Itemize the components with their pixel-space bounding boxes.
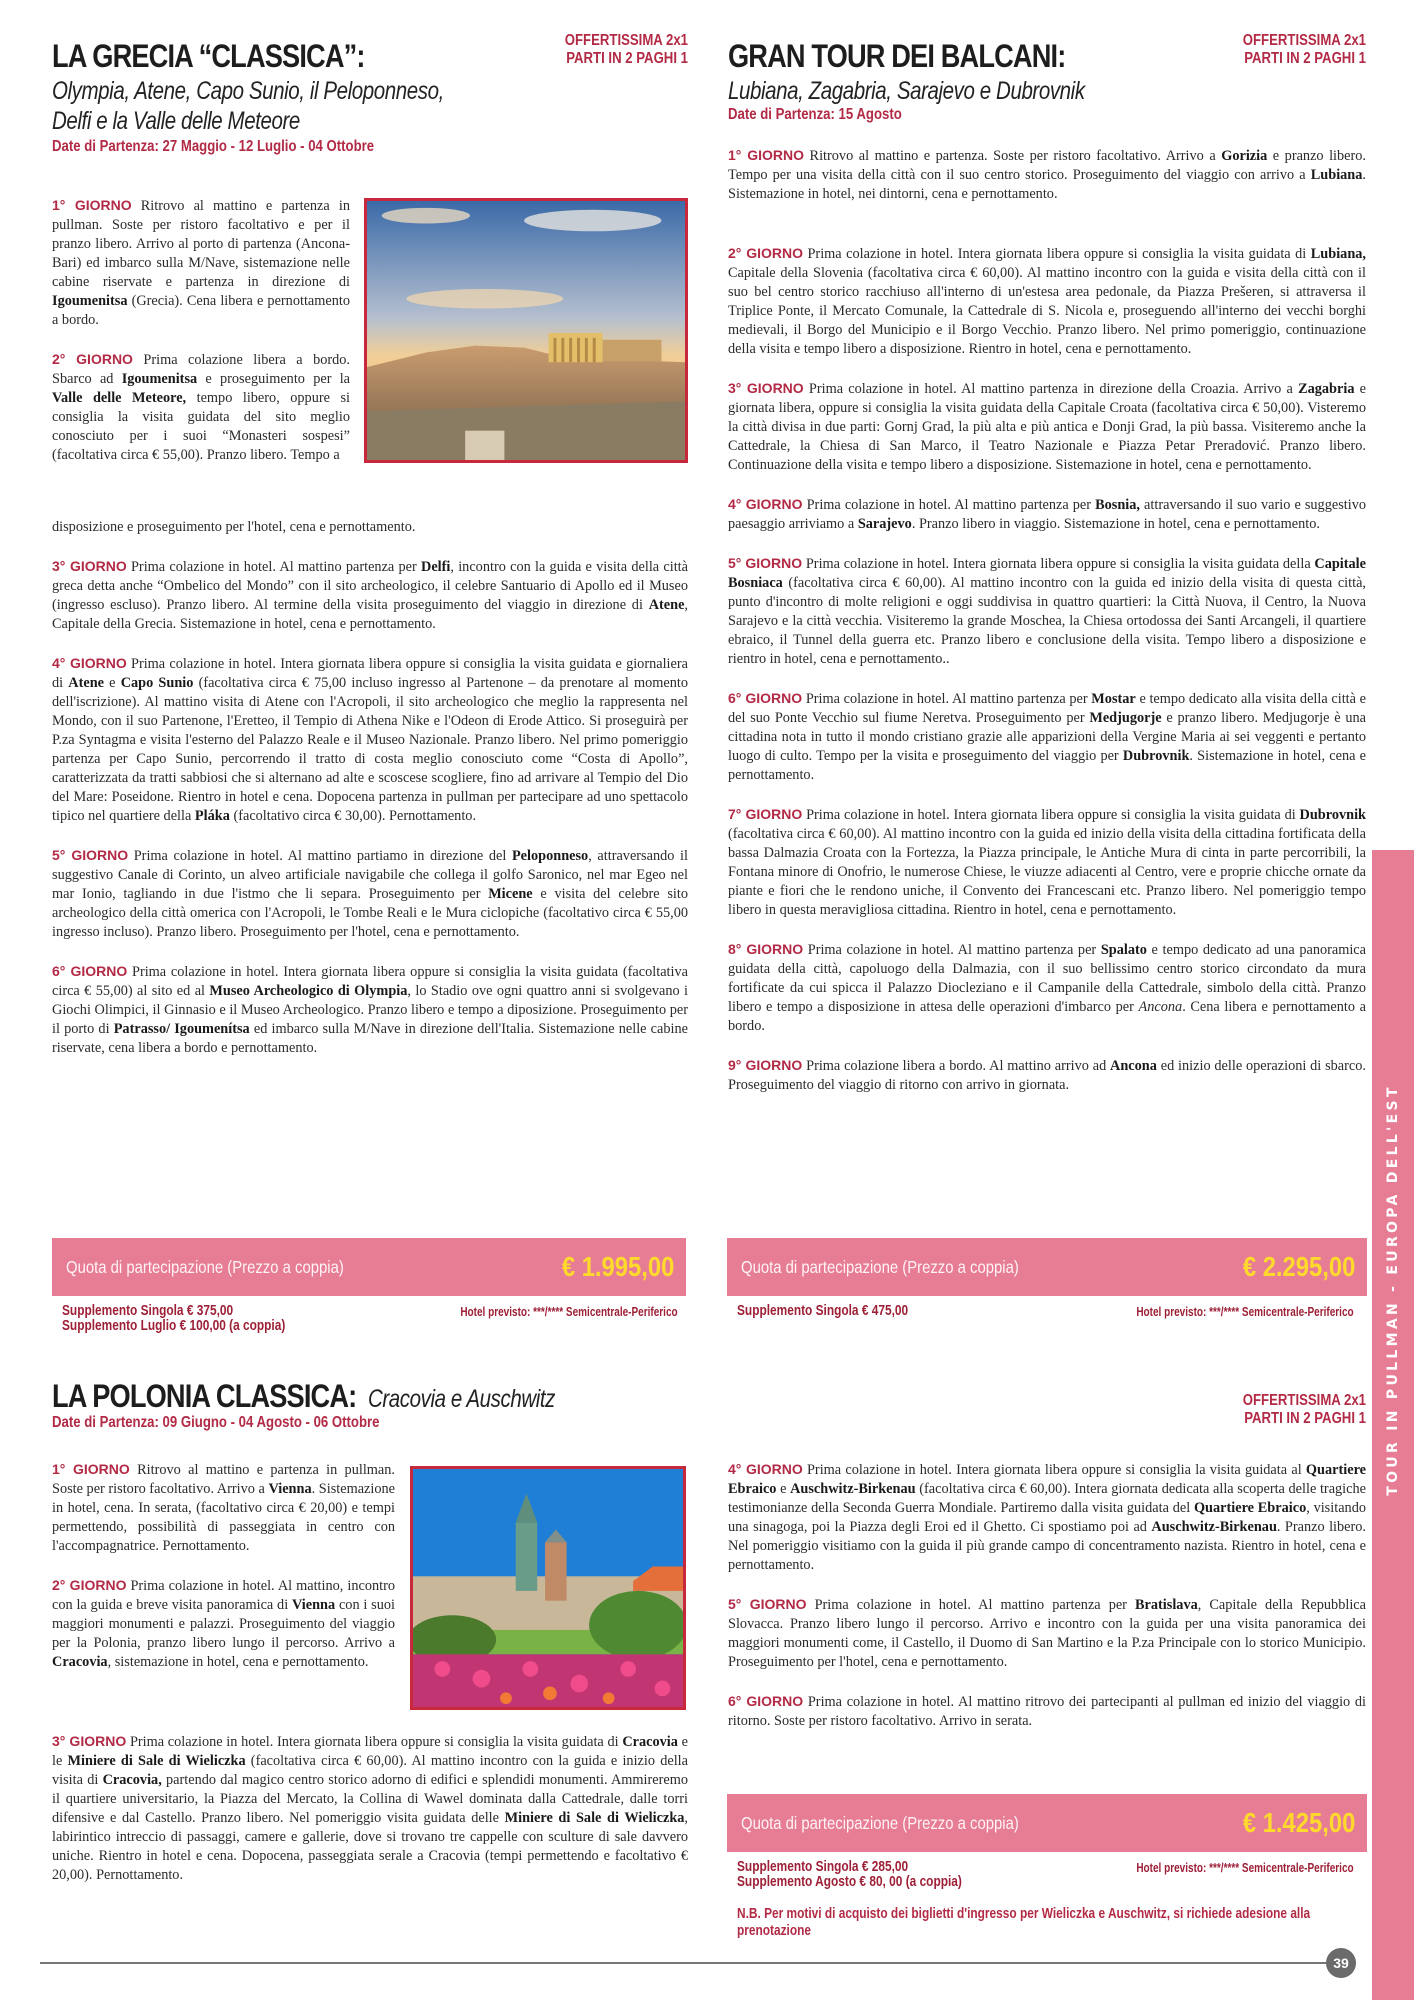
- itinerary-day: [728, 1692, 1366, 1731]
- day-label: 4° GIORNO: [728, 1461, 803, 1477]
- tour-title-text: LA GRECIA “CLASSICA”:: [52, 38, 365, 74]
- itinerary-day: [52, 1576, 395, 1672]
- greece-days-wide: [52, 518, 688, 1078]
- day-text: Prima colazione in hotel. Intera giornata libera oppure si consiglia la visita guidata e giornaliera di Atene e Capo Sunio (facoltativa circa € 75,00 incluso ingresso al Partenone – da prenotare al momento dell'iscrizione). Al mattino visita di Atene con l'Acropoli, il sito archeologico che meglio la rappresenta nel Mondo, con il suo Partenone, l'Eretteo, il Tempio di Athena Nike e l'Odeon di Erode Attico. Si proseguirà per P.za Syntagma e visita l'esterno del Palazzo Reale e il Museo Nazionale. Pranzo libero. Nel primo pomeriggio partenza per Capo Sunio, percorrendo il tratto di costa meglio conosciuto come “Costa di Apollo”, caratterizzata da tratti sabbiosi che si alternano ad alte e scoscese scogliere, fino ad arrivare al Tempio del Dio del Mare: Poseidone. Rientro in hotel e cena. Dopocena partenza in pullman per partecipare ad uno spettacolo tipico nel quartiere della Pláka (facoltativo circa € 30,00). Pernottamento.: [52, 656, 688, 824]
- departure-dates: Date di Partenza: 27 Maggio - 12 Luglio - 04 Ottobre: [52, 138, 375, 155]
- tour-title: [52, 1378, 952, 1414]
- price-label: Quota di partecipazione (Prezzo a coppia): [66, 1256, 344, 1277]
- itinerary-day: [52, 846, 688, 942]
- day-label: 2° GIORNO: [52, 1577, 127, 1593]
- day-text: Prima colazione libera a bordo. Al mattino arrivo ad Ancona ed inizio delle operazioni di sbarco. Proseguimento del viaggio di ritorno con arrivo in giornata.: [728, 1058, 1366, 1093]
- day-label: 5° GIORNO: [52, 847, 129, 863]
- day-text: Prima colazione in hotel. Al mattino partenza in direzione della Croazia. Arrivo a Zagabria e giornata libera, oppure si consiglia la visita guidata della Capitale Croata (facoltativa circa € 50,00). Visteremo la città divisa in due parti: Gornj Grad, la più alta e più antica e Donji Grad, la più bassa. Visiteremo anche la Cattedrale, la Chiesa di San Marco, il Teatro Nazionale e Piazza Petar Preradović. Pranzo libero. Continuazione della visita e tempo libero a disposizione. Sistemazione in hotel, cena e pernottamento.: [728, 381, 1367, 473]
- day-text: Prima colazione in hotel. Al mattino partiamo in direzione del Peloponneso, attraversando il suggestivo Canale di Corinto, un alveo artificiale navigabile che collega il golfo Saronico, nel mar Egeo nel mar Ionio, tagliando in due l'istmo che li separa. Proseguimento per Micene e visita del celebre sito archeologico della città omerica con l'Acropoli, le Tombe Reali e le Mura ciclopiche (facoltativo circa € 55,00 ingresso incluso). Pranzo libero. Proseguimento per l'hotel, cena e pernottamento.: [52, 848, 689, 940]
- day-text: Prima colazione in hotel. Al mattino partenza per Spalato e tempo dedicato ad una panoramica guidata della città, capoluogo della Dalmazia, con il suo bellissimo centro storico circondato da mura fortificate da cui spicca il Palazzo Diocleziano e il Campanile della Cattedrale, simbolo della città. Pranzo libero e tempo a disposizione in attesa delle operazioni d'imbarco per Ancona. Cena libera e pernottamento a bordo.: [728, 942, 1367, 1034]
- greece-days-narrow: [52, 196, 350, 465]
- day-label: 5° GIORNO: [728, 555, 803, 571]
- offer-line-2: PARTI IN 2 PAGHI 1: [566, 50, 688, 67]
- price-bar: [727, 1238, 1367, 1296]
- price-bar: [727, 1794, 1367, 1852]
- poland-days-right: [728, 1460, 1366, 1751]
- departure-dates: Date di Partenza: 15 Agosto: [728, 106, 902, 123]
- itinerary-day: [52, 962, 688, 1058]
- offer-line-2: PARTI IN 2 PAGHI 1: [1244, 50, 1366, 67]
- offer-badge: [565, 32, 688, 68]
- day-label: 7° GIORNO: [728, 806, 803, 822]
- itinerary-day: [728, 146, 1366, 204]
- supplements: [737, 1304, 908, 1319]
- day-label: 2° GIORNO: [52, 351, 133, 367]
- hotel-info: Hotel previsto: ***/**** Semicentrale-Periferico: [1136, 1305, 1354, 1319]
- itinerary-day: [728, 1460, 1366, 1575]
- day-text: Prima colazione in hotel. Intera giornata libera oppure si consiglia la visita guidata al Quartiere Ebraico e Auschwitz-Birkenau (facoltativa circa € 60,00). Intera giornata dedicata alla scoperta delle tragiche testimonianze della Seconda Guerra Mondiale. Partiremo dalla visita guidata del Quartiere Ebraico, visitando una sinagoga, poi la Piazza degli Eroi ed il Ghetto. Ci spostiamo poi ad Auschwitz-Birkenau. Pranzo libero. Nel pomeriggio visitiamo con la guida il più grande campo di concentramento nazista. Rientro in hotel, cena e pernottamento.: [728, 1462, 1366, 1573]
- itinerary-day: [728, 495, 1366, 534]
- day-label: 1° GIORNO: [728, 147, 804, 163]
- section-side-tab-label: TOUR IN PULLMAN - EUROPA DELL'EST: [1385, 1084, 1401, 1496]
- day-text: Ritrovo al mattino e partenza in pullman. Soste per ristoro facoltativo e per il pranzo libero. Arrivo al porto di partenza (Ancona-Bari) ed imbarco sulla M/Nave, sistemazione nelle cabine riservate e partenza in direzione di Igoumenitsa (Grecia). Cena libera e pernottamento a bordo.: [52, 198, 351, 328]
- offer-line-2: PARTI IN 2 PAGHI 1: [1244, 1410, 1366, 1427]
- supplements: [737, 1860, 962, 1890]
- tour-subtitle-2: Delfi e la Valle delle Meteore: [52, 107, 300, 135]
- price-bar: [52, 1238, 686, 1296]
- offer-line-1: OFFERTISSIMA 2x1: [1242, 32, 1366, 49]
- day-label: 8° GIORNO: [728, 941, 804, 957]
- day-text: Prima colazione libera a bordo. Sbarco ad Igoumenitsa e proseguimento per la Valle delle Meteore, tempo libero, oppure si consiglia la visita guidata del sito meglio conosciuto per i suoi “Monasteri sospesi” (facoltativa circa € 55,00). Pranzo libero. Tempo a: [52, 352, 351, 463]
- day-text: Prima colazione in hotel. Al mattino ritrovo dei partecipanti al pullman ed inizio del viaggio di ritorno. Soste per ristoro facoltativo. Arrivo in serata.: [728, 1694, 1367, 1729]
- itinerary-day: [52, 350, 350, 465]
- day-text: Prima colazione in hotel. Intera giornata libera oppure si consiglia la visita guidata della Capitale Bosniaca (facoltativa circa € 60,00). Al mattino incontro con la guida ed inizio della visita di questa città, punto d'incontro di molte religioni e oggi suddivisa in quattro quartieri: la Città Nuova, il Centro, la Nuova Sarajevo e la città vecchia. Visiteremo la grande Moschea, la Chiesa ortodossa dei Santi Arcangeli, il quartiere ebraico, il Tunnel della guerra etc. Pranzo libero e conclusione della visita. Tempo libero a disposizione e rientro in hotel, cena e pernottamento..: [728, 556, 1366, 667]
- day-text: Prima colazione in hotel. Al mattino partenza per Bosnia, attraversando il suo vario e suggestivo paesaggio arriviamo a Sarajevo. Pranzo libero in viaggio. Sistemazione in hotel, cena e pernottamento.: [728, 497, 1367, 532]
- offer-badge: [1243, 32, 1366, 68]
- itinerary-day: [728, 1056, 1366, 1095]
- day-text: Prima colazione in hotel. Al mattino, incontro con la guida e breve visita panoramica di Vienna con i suoi maggiori monumenti e palazzi. Proseguimento del viaggio per la Polonia, pranzo libero lungo il percorso. Arrivo a Cracovia, sistemazione in hotel, cena e pernottamento.: [52, 1578, 395, 1670]
- castle-image-icon: [413, 1469, 683, 1707]
- supplement-single: Supplemento Singola € 475,00: [737, 1303, 909, 1319]
- tour-subtitle: Cracovia e Auschwitz: [368, 1385, 556, 1413]
- supplements: [62, 1304, 285, 1334]
- wawel-castle-photo: [410, 1466, 686, 1710]
- supplement-july: Supplemento Luglio € 100,00 (a coppia): [62, 1318, 286, 1334]
- offer-badge: [1243, 1392, 1366, 1428]
- itinerary-day: [52, 1460, 395, 1556]
- tour-poland: [52, 1378, 952, 1432]
- price-value: € 2.295,00: [1242, 1251, 1355, 1282]
- itinerary-day: [52, 557, 688, 634]
- day-label: 1° GIORNO: [52, 197, 132, 213]
- hotel-info: Hotel previsto: ***/**** Semicentrale-Periferico: [1136, 1861, 1354, 1875]
- itinerary-day: [52, 1732, 688, 1885]
- itinerary-day-continued: [52, 518, 688, 537]
- acropolis-image-icon: [367, 201, 685, 460]
- price-value: € 1.425,00: [1242, 1807, 1355, 1838]
- day-label: 3° GIORNO: [52, 558, 127, 574]
- day-text: Prima colazione in hotel. Intera giornata libera oppure si consiglia la visita guidata di Cracovia e le Miniere di Sale di Wieliczka (facoltativa circa € 60,00). Al mattino incontro con la guida e inizio della visita di Cracovia, partendo dal magico centro storico adorno di edifici e splendidi monumenti. Ammireremo il quartiere universitario, la Piazza del Mercato, la Collina di Wawel dominata dalla Cattedrale, dalle torri difensive e dal Castello. Pranzo libero. Nel pomeriggio visita guidata delle Miniere di Sale di Wieliczka, labirintico intreccio di passaggi, camere e gallerie, dove si trovano tre cappelle con sculture di sale davvero uniche. Rientro in hotel e cena. Dopocena, passeggiata serale a Cracovia (tempi permettendo e facoltativo € 20,00). Pernottamento.: [52, 1734, 689, 1883]
- price-label: Quota di partecipazione (Prezzo a coppia): [741, 1812, 1019, 1833]
- day-text: Prima colazione in hotel. Al mattino partenza per Bratislava, Capitale della Repubblica Slovacca. Pranzo libero lungo il percorso. Arrivo e incontro con la guida per una visita panoramica dei maggiori monumenti come, il Castello, il Duomo di San Martino e la P.za Principale con lo storico Municipio. Proseguimento per l'hotel, cena e pernottamento.: [728, 1597, 1366, 1670]
- tour-title-text: LA POLONIA CLASSICA:: [52, 1378, 357, 1414]
- supplement-single: Supplemento Singola € 285,00: [737, 1859, 909, 1875]
- itinerary-day: [728, 244, 1366, 359]
- tour-title-text: GRAN TOUR DEI BALCANI:: [728, 38, 1066, 74]
- hotel-info: Hotel previsto: ***/**** Semicentrale-Periferico: [460, 1305, 678, 1319]
- supplement-august: Supplemento Agosto € 80, 00 (a coppia): [737, 1874, 962, 1890]
- day-label: 9° GIORNO: [728, 1057, 803, 1073]
- day-text: Ritrovo al mattino e partenza. Soste per ristoro facoltativo. Arrivo a Gorizia e pranzo libero. Tempo per una visita della città con il suo centro storico. Proseguimento del viaggio con arrivo a Lubiana. Sistemazione in hotel, nei dintorni, cena e pernottamento.: [728, 148, 1367, 202]
- day-text: Prima colazione in hotel. Intera giornata libera oppure si consiglia la visita guidata di Dubrovnik (facoltativa circa € 60,00). Al mattino incontro con la guida ed inizio della visita della cittadina fortificata della bassa Dalmazia Croata con la Fortezza, la Piazza principale, le Antiche Mura di cinta in parte percorribili, la Fontana minore di Onofrio, le numerose Chiese, le viuzze adiacenti al Centro, vere e proprie chicche ornate da piante e fiori che le rendono uniche, il Convento dei Francescani etc. Pranzo libero. Nel pomeriggio tempo libero in questa meravigliosa cittadina. Rientro in hotel, cena e pernottamento.: [728, 807, 1366, 918]
- itinerary-day: [728, 379, 1366, 475]
- day-text: disposizione e proseguimento per l'hotel, cena e pernottamento.: [52, 519, 416, 535]
- itinerary-day: [728, 805, 1366, 920]
- booking-note: N.B. Per motivi di acquisto dei biglietti d'ingresso per Wieliczka e Auschwitz, si richiede adesione alla prenotazione: [737, 1906, 1311, 1939]
- price-value: € 1.995,00: [561, 1251, 674, 1282]
- footer-divider: [40, 1962, 1330, 1964]
- tour-subtitle: Lubiana, Zagabria, Sarajevo e Dubrovnik: [728, 77, 1085, 105]
- price-label: Quota di partecipazione (Prezzo a coppia): [741, 1256, 1019, 1277]
- day-label: 6° GIORNO: [52, 963, 128, 979]
- day-text: Prima colazione in hotel. Intera giornata libera oppure si consiglia la visita guidata di Lubiana, Capitale della Slovenia (facoltativa circa € 60,00). Al mattino incontro con la guida e visita della città con il suo bel centro storico racchiuso all'interno di un'estesa area pedonale, da Piazza Prešeren, si attraversa il Triplice Ponte, il Mercato Comunale, la Cattedrale di S. Nicola e, proseguendo all'interno dei vecchi borghi medievali, il Borgo del Municipio e il Borgo Vecchio. Pranzo libero. Nel primo pomeriggio, continuazione della visita e tempo libero a disposizione. Rientro in hotel, cena e pernottamento.: [728, 246, 1366, 357]
- balkans-days: [728, 146, 1366, 1115]
- day-label: 2° GIORNO: [728, 245, 803, 261]
- itinerary-day: [728, 689, 1366, 785]
- poland-days-wide: [52, 1732, 688, 1905]
- itinerary-day: [728, 1595, 1366, 1672]
- supplement-single: Supplemento Singola € 375,00: [62, 1303, 234, 1319]
- day-label: 3° GIORNO: [52, 1733, 127, 1749]
- day-text: Prima colazione in hotel. Intera giornata libera oppure si consiglia la visita guidata (facoltativa circa € 55,00) al sito ed al Museo Archeologico di Olympia, lo Stadio ove ogni quattro anni si svolgevano i Giochi Olimpici, il Ginnasio e il Museo Archeologico. Pranzo libero e tempo a diposizione. Proseguimento per il porto di Patrasso/ Igoumenítsa ed imbarco sulla M/Nave in direzione dell'Italia. Sistemazione nelle cabine riservate, cena libera a bordo e pernottamento.: [52, 964, 688, 1056]
- page-number: 39: [1326, 1948, 1356, 1978]
- tour-subtitle: Olympia, Atene, Capo Sunio, il Peloponneso,: [52, 77, 444, 105]
- itinerary-day: [728, 940, 1366, 1036]
- itinerary-day: [52, 196, 350, 330]
- itinerary-day: [52, 654, 688, 826]
- itinerary-day: [728, 554, 1366, 669]
- day-label: 1° GIORNO: [52, 1461, 130, 1477]
- day-label: 4° GIORNO: [52, 655, 127, 671]
- day-label: 5° GIORNO: [728, 1596, 807, 1612]
- day-label: 4° GIORNO: [728, 496, 803, 512]
- section-side-tab: [1372, 850, 1414, 2000]
- departure-dates: Date di Partenza: 09 Giugno - 04 Agosto - 06 Ottobre: [52, 1414, 380, 1431]
- acropolis-photo: [364, 198, 688, 463]
- day-label: 3° GIORNO: [728, 380, 804, 396]
- day-text: Prima colazione in hotel. Al mattino partenza per Delfi, incontro con la guida e visita della città greca detta anche “Ombelico del Mondo” con il sito archeologico, il celebre Santuario di Apollo ed il Museo (ingresso escluso). Pranzo libero. Al termine della visita proseguimento del viaggio in direzione di Atene, Capitale della Grecia. Sistemazione in hotel, cena e pernottamento.: [52, 559, 688, 632]
- day-text: Prima colazione in hotel. Al mattino partenza per Mostar e tempo dedicato alla visita della città e del suo Ponte Vecchio sul fiume Neretva. Proseguimento per Medjugorje e pranzo libero. Medjugorje è una cittadina nota in tutto il mondo cristiano grazie alle apparizioni della Vergine Maria ai sei veggenti e pertanto luogo di culto. Tempo per la visita e proseguimento del viaggio per Dubrovnik. Sistemazione in hotel, cena e pernottamento.: [728, 691, 1367, 783]
- offer-line-1: OFFERTISSIMA 2x1: [1242, 1392, 1366, 1409]
- poland-days-narrow: [52, 1460, 395, 1692]
- day-label: 6° GIORNO: [728, 690, 803, 706]
- offer-line-1: OFFERTISSIMA 2x1: [564, 32, 688, 49]
- day-label: 6° GIORNO: [728, 1693, 804, 1709]
- day-text: Ritrovo al mattino e partenza in pullman. Soste per ristoro facoltativo. Arrivo a Vienna. Sistemazione in hotel, cena. In serata, (facoltativo circa € 20,00) e tempi permettendo, possibilità di passeggiata in centro con l'accompagnatrice. Pernottamento.: [52, 1462, 395, 1554]
